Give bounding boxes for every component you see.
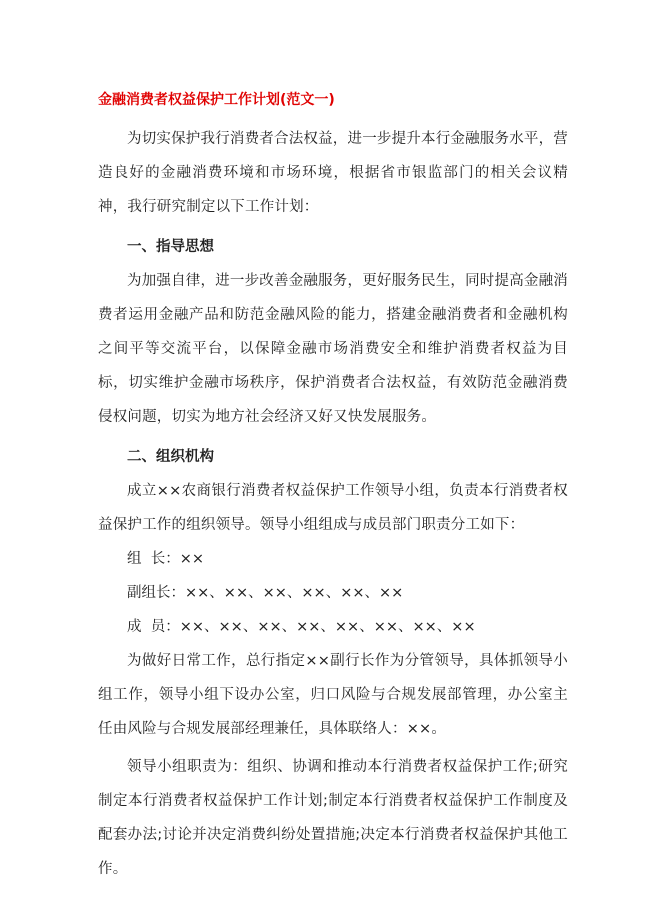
organization-paragraph: 成立××农商银行消费者权益保护工作领导小组，负责本行消费者权益保护工作的组织领导。领导小组组成与成员部门职责分工如下： bbox=[98, 483, 568, 533]
leader-line: 组 长：×× bbox=[127, 551, 205, 567]
intro-paragraph: 为切实保护我行消费者合法权益，进一步提升本行金融服务水平，营造良好的金融消费环境和市场环境，根据省市银监部门的相关会议精神，我行研究制定以下工作计划： bbox=[98, 131, 568, 215]
document-content bbox=[98, 90, 568, 886]
guiding-ideology-paragraph: 为加强自律，进一步改善金融服务，更好服务民生，同时提高金融消费者运用金融产品和防范金融风险的能力，搭建金融消费者和金融机构之间平等交流平台，以保障金融市场消费安全和维护消费者权益为目标，切实维护金融市场秩序，保护消费者合法权益，有效防范金融消费侵权问题，切实为地方社会经济又好又快发展服务。 bbox=[98, 273, 568, 425]
document-title: 金融消费者权益保护工作计划(范文一) bbox=[98, 92, 335, 108]
section-heading-guiding-ideology: 一、指导思想 bbox=[127, 239, 214, 255]
deputy-leader-line: 副组长：××、××、××、××、××、×× bbox=[127, 585, 404, 601]
section-heading-organization: 二、组织机构 bbox=[127, 449, 214, 465]
members-line: 成 员：××、××、××、××、××、××、××、×× bbox=[127, 619, 476, 635]
daily-work-paragraph: 为做好日常工作，总行指定××副行长作为分管领导，具体抓领导小组工作，领导小组下设办公室，归口风险与合规发展部管理，办公室主任由风险与合规发展部经理兼任，具体联络人：××。 bbox=[98, 653, 568, 737]
duties-paragraph: 领导小组职责为：组织、协调和推动本行消费者权益保护工作;研究制定本行消费者权益保护工作计划;制定本行消费者权益保护工作制度及配套办法;讨论并决定消费纠纷处置措施;决定本行消费者权益保护其他工作。 bbox=[98, 759, 568, 877]
